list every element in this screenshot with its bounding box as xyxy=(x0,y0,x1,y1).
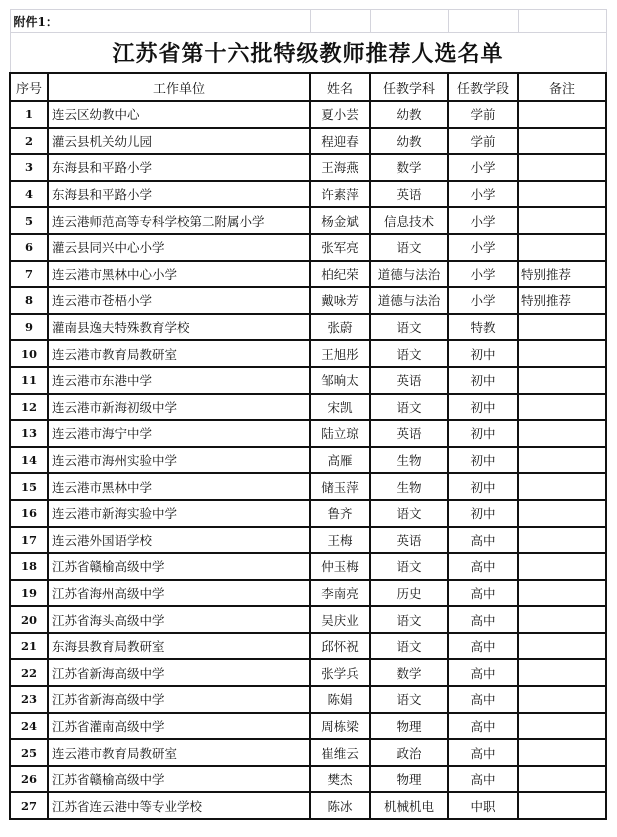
row-subject: 幼教 xyxy=(370,101,448,128)
table-row xyxy=(10,766,606,793)
row-name: 戴咏芳 xyxy=(310,287,370,314)
row-name: 邱怀祝 xyxy=(310,633,370,660)
row-subject: 语文 xyxy=(370,633,448,660)
row-unit: 东海县和平路小学 xyxy=(48,154,310,181)
row-unit: 东海县教育局教研室 xyxy=(48,633,310,660)
row-note xyxy=(518,128,606,155)
row-subject: 语文 xyxy=(370,234,448,261)
row-stage: 高中 xyxy=(448,713,518,740)
row-stage: 高中 xyxy=(448,659,518,686)
attachment-row xyxy=(10,10,606,33)
row-seq: 6 xyxy=(10,234,48,261)
row-name: 柏纪荣 xyxy=(310,261,370,288)
row-name: 王旭彤 xyxy=(310,340,370,367)
row-subject: 语文 xyxy=(370,606,448,633)
row-stage: 小学 xyxy=(448,181,518,208)
row-seq: 4 xyxy=(10,181,48,208)
empty-cell xyxy=(310,10,370,33)
table-row xyxy=(10,128,606,155)
row-unit: 江苏省灌南高级中学 xyxy=(48,713,310,740)
table-row xyxy=(10,420,606,447)
row-seq: 16 xyxy=(10,500,48,527)
row-unit: 连云港市海宁中学 xyxy=(48,420,310,447)
row-stage: 学前 xyxy=(448,101,518,128)
row-stage: 高中 xyxy=(448,766,518,793)
row-unit: 江苏省赣榆高级中学 xyxy=(48,766,310,793)
row-subject: 幼教 xyxy=(370,128,448,155)
row-subject: 英语 xyxy=(370,367,448,394)
row-name: 樊杰 xyxy=(310,766,370,793)
header-note: 备注 xyxy=(518,73,606,101)
table-row xyxy=(10,394,606,421)
table-row xyxy=(10,659,606,686)
row-note xyxy=(518,154,606,181)
row-seq: 12 xyxy=(10,394,48,421)
row-unit: 连云港市海州实验中学 xyxy=(48,447,310,474)
row-stage: 高中 xyxy=(448,553,518,580)
row-name: 陆立琼 xyxy=(310,420,370,447)
row-seq: 18 xyxy=(10,553,48,580)
table-row xyxy=(10,500,606,527)
row-stage: 小学 xyxy=(448,207,518,234)
row-note xyxy=(518,792,606,819)
row-stage: 高中 xyxy=(448,580,518,607)
table-row xyxy=(10,633,606,660)
row-note xyxy=(518,420,606,447)
row-name: 王海燕 xyxy=(310,154,370,181)
row-stage: 初中 xyxy=(448,367,518,394)
row-seq: 2 xyxy=(10,128,48,155)
row-unit: 连云港市苍梧小学 xyxy=(48,287,310,314)
row-unit: 连云区幼教中心 xyxy=(48,101,310,128)
row-unit: 江苏省新海高级中学 xyxy=(48,659,310,686)
row-name: 储玉萍 xyxy=(310,473,370,500)
row-seq: 9 xyxy=(10,314,48,341)
row-stage: 初中 xyxy=(448,473,518,500)
row-seq: 23 xyxy=(10,686,48,713)
row-seq: 11 xyxy=(10,367,48,394)
row-name: 程迎春 xyxy=(310,128,370,155)
row-subject: 英语 xyxy=(370,181,448,208)
row-subject: 语文 xyxy=(370,394,448,421)
row-stage: 小学 xyxy=(448,261,518,288)
row-note xyxy=(518,234,606,261)
row-note xyxy=(518,527,606,554)
table-row xyxy=(10,154,606,181)
table-row xyxy=(10,314,606,341)
row-subject: 语文 xyxy=(370,340,448,367)
row-name: 李南亮 xyxy=(310,580,370,607)
row-name: 崔维云 xyxy=(310,739,370,766)
table-row xyxy=(10,287,606,314)
row-unit: 灌云县机关幼儿园 xyxy=(48,128,310,155)
header-seq: 序号 xyxy=(10,73,48,101)
row-note xyxy=(518,659,606,686)
row-name: 张学兵 xyxy=(310,659,370,686)
row-note xyxy=(518,686,606,713)
empty-cell xyxy=(448,10,518,33)
row-name: 陈冰 xyxy=(310,792,370,819)
row-stage: 特教 xyxy=(448,314,518,341)
row-subject: 语文 xyxy=(370,553,448,580)
row-stage: 学前 xyxy=(448,128,518,155)
empty-cell xyxy=(370,10,448,33)
row-subject: 政治 xyxy=(370,739,448,766)
row-stage: 小学 xyxy=(448,234,518,261)
row-seq: 26 xyxy=(10,766,48,793)
row-seq: 13 xyxy=(10,420,48,447)
table-row xyxy=(10,261,606,288)
row-note xyxy=(518,500,606,527)
row-subject: 道德与法治 xyxy=(370,287,448,314)
row-subject: 信息技术 xyxy=(370,207,448,234)
row-stage: 小学 xyxy=(448,154,518,181)
row-note xyxy=(518,713,606,740)
row-stage: 高中 xyxy=(448,686,518,713)
row-stage: 高中 xyxy=(448,739,518,766)
row-seq: 21 xyxy=(10,633,48,660)
row-seq: 22 xyxy=(10,659,48,686)
row-name: 吴庆业 xyxy=(310,606,370,633)
row-name: 张蔚 xyxy=(310,314,370,341)
row-subject: 语文 xyxy=(370,686,448,713)
row-stage: 初中 xyxy=(448,447,518,474)
table-row xyxy=(10,713,606,740)
row-note xyxy=(518,181,606,208)
row-subject: 数学 xyxy=(370,154,448,181)
row-note xyxy=(518,447,606,474)
table-row xyxy=(10,553,606,580)
empty-cell xyxy=(518,10,606,33)
document-title: 江苏省第十六批特级教师推荐人选名单 xyxy=(10,33,606,74)
row-seq: 20 xyxy=(10,606,48,633)
row-note xyxy=(518,633,606,660)
table-row xyxy=(10,527,606,554)
row-stage: 高中 xyxy=(448,527,518,554)
row-subject: 生物 xyxy=(370,447,448,474)
table-row xyxy=(10,340,606,367)
row-seq: 19 xyxy=(10,580,48,607)
header-unit: 工作单位 xyxy=(48,73,310,101)
row-note xyxy=(518,367,606,394)
header-row xyxy=(10,73,606,101)
row-note xyxy=(518,101,606,128)
row-note xyxy=(518,766,606,793)
row-name: 鲁齐 xyxy=(310,500,370,527)
row-note xyxy=(518,580,606,607)
row-note xyxy=(518,207,606,234)
row-note xyxy=(518,739,606,766)
row-seq: 27 xyxy=(10,792,48,819)
row-unit: 灌南县逸夫特殊教育学校 xyxy=(48,314,310,341)
row-subject: 历史 xyxy=(370,580,448,607)
row-unit: 江苏省海州高级中学 xyxy=(48,580,310,607)
row-stage: 高中 xyxy=(448,633,518,660)
row-name: 邹晌太 xyxy=(310,367,370,394)
row-name: 宋凯 xyxy=(310,394,370,421)
row-name: 高雁 xyxy=(310,447,370,474)
row-unit: 江苏省海头高级中学 xyxy=(48,606,310,633)
table-row xyxy=(10,473,606,500)
row-name: 王梅 xyxy=(310,527,370,554)
row-subject: 机械机电 xyxy=(370,792,448,819)
row-unit: 连云港师范高等专科学校第二附属小学 xyxy=(48,207,310,234)
row-name: 仲玉梅 xyxy=(310,553,370,580)
row-unit: 灌云县同兴中心小学 xyxy=(48,234,310,261)
row-seq: 3 xyxy=(10,154,48,181)
row-seq: 8 xyxy=(10,287,48,314)
row-stage: 初中 xyxy=(448,394,518,421)
row-seq: 17 xyxy=(10,527,48,554)
row-unit: 连云港市新海实验中学 xyxy=(48,500,310,527)
row-unit: 连云港市黑林中心小学 xyxy=(48,261,310,288)
table-row xyxy=(10,207,606,234)
row-subject: 语文 xyxy=(370,500,448,527)
row-subject: 物理 xyxy=(370,713,448,740)
attachment-label: 附件1： xyxy=(10,10,310,33)
row-seq: 1 xyxy=(10,101,48,128)
header-stage: 任教学段 xyxy=(448,73,518,101)
row-stage: 初中 xyxy=(448,420,518,447)
row-seq: 10 xyxy=(10,340,48,367)
row-subject: 英语 xyxy=(370,420,448,447)
row-seq: 7 xyxy=(10,261,48,288)
table-row xyxy=(10,234,606,261)
row-subject: 道德与法治 xyxy=(370,261,448,288)
row-stage: 初中 xyxy=(448,500,518,527)
row-note: 特别推荐 xyxy=(518,261,606,288)
row-name: 张军亮 xyxy=(310,234,370,261)
row-note xyxy=(518,340,606,367)
row-unit: 连云港市新海初级中学 xyxy=(48,394,310,421)
row-seq: 25 xyxy=(10,739,48,766)
row-stage: 中职 xyxy=(448,792,518,819)
row-note: 特别推荐 xyxy=(518,287,606,314)
row-unit: 连云港市教育局教研室 xyxy=(48,739,310,766)
row-seq: 5 xyxy=(10,207,48,234)
table-row xyxy=(10,606,606,633)
row-unit: 江苏省新海高级中学 xyxy=(48,686,310,713)
row-name: 周栋梁 xyxy=(310,713,370,740)
row-stage: 高中 xyxy=(448,606,518,633)
candidate-list-table xyxy=(9,9,607,820)
row-subject: 物理 xyxy=(370,766,448,793)
row-unit: 连云港市东港中学 xyxy=(48,367,310,394)
row-name: 许素萍 xyxy=(310,181,370,208)
table-row xyxy=(10,447,606,474)
row-unit: 连云港市黑林中学 xyxy=(48,473,310,500)
table-row xyxy=(10,181,606,208)
row-seq: 14 xyxy=(10,447,48,474)
row-unit: 江苏省赣榆高级中学 xyxy=(48,553,310,580)
row-name: 陈娟 xyxy=(310,686,370,713)
row-stage: 初中 xyxy=(448,340,518,367)
row-note xyxy=(518,553,606,580)
row-stage: 小学 xyxy=(448,287,518,314)
table-row xyxy=(10,580,606,607)
row-note xyxy=(518,473,606,500)
row-note xyxy=(518,394,606,421)
row-seq: 24 xyxy=(10,713,48,740)
title-row xyxy=(10,33,606,74)
table-row xyxy=(10,686,606,713)
row-unit: 连云港市教育局教研室 xyxy=(48,340,310,367)
table-row xyxy=(10,367,606,394)
row-note xyxy=(518,606,606,633)
row-name: 夏小芸 xyxy=(310,101,370,128)
table-row xyxy=(10,739,606,766)
row-note xyxy=(518,314,606,341)
row-subject: 生物 xyxy=(370,473,448,500)
row-subject: 数学 xyxy=(370,659,448,686)
row-unit: 连云港外国语学校 xyxy=(48,527,310,554)
row-unit: 东海县和平路小学 xyxy=(48,181,310,208)
row-subject: 英语 xyxy=(370,527,448,554)
header-subject: 任教学科 xyxy=(370,73,448,101)
row-seq: 15 xyxy=(10,473,48,500)
row-subject: 语文 xyxy=(370,314,448,341)
table-row xyxy=(10,792,606,819)
header-name: 姓名 xyxy=(310,73,370,101)
row-name: 杨金斌 xyxy=(310,207,370,234)
table-row xyxy=(10,101,606,128)
row-unit: 江苏省连云港中等专业学校 xyxy=(48,792,310,819)
